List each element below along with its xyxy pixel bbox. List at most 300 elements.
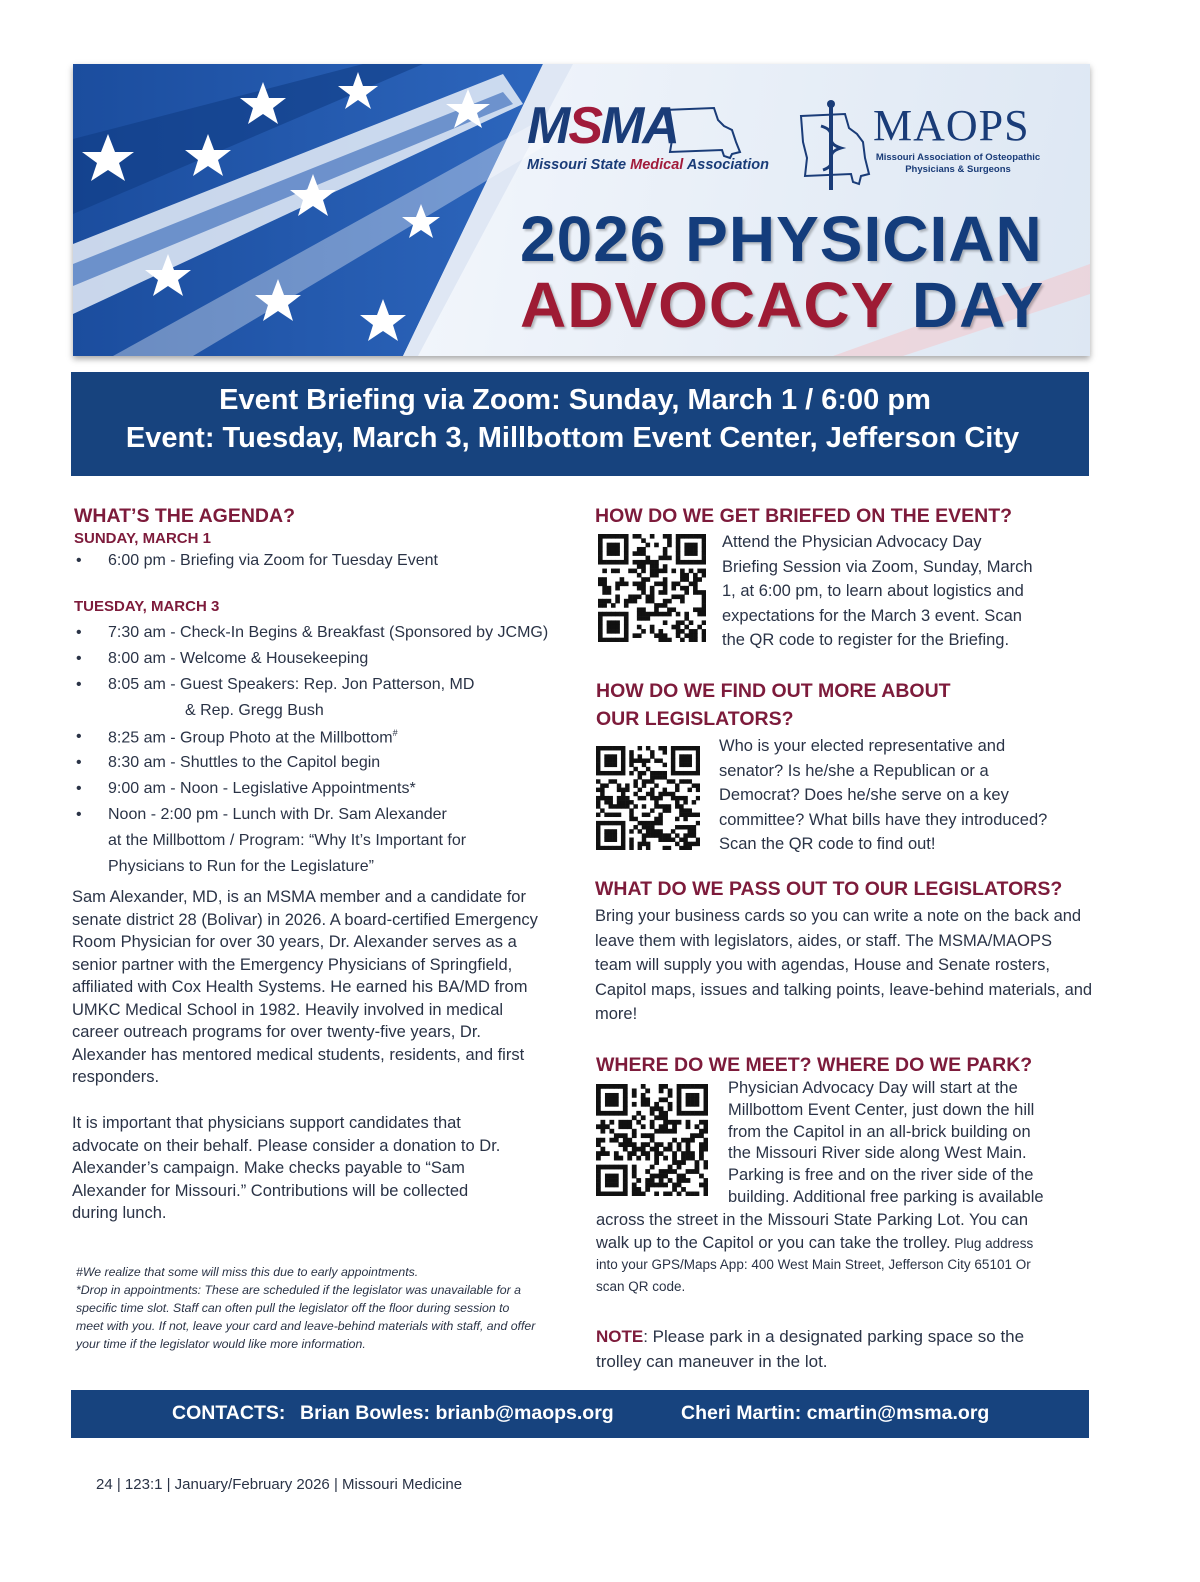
qr-module (623, 1097, 628, 1102)
qr-module (638, 788, 642, 792)
qr-module (646, 560, 651, 565)
qr-module (684, 586, 689, 591)
qr-module (641, 564, 646, 569)
qr-module (680, 569, 685, 574)
qr-module (646, 767, 650, 771)
qr-module (690, 1151, 695, 1156)
qr-module (667, 833, 671, 837)
qr-module (696, 750, 700, 754)
qr-module (609, 1129, 614, 1134)
qr-module (654, 1156, 659, 1161)
qr-module (704, 1111, 708, 1116)
briefing-line: Briefing Session via Zoom, Sunday, March (722, 557, 1033, 576)
qr-module (605, 1192, 610, 1196)
agenda-item-text: 6:00 pm - Briefing via Zoom for Tuesday Event (108, 552, 438, 569)
qr-module (641, 1093, 646, 1098)
qr-module (600, 792, 604, 796)
qr-module (704, 1093, 708, 1098)
qr-module (676, 534, 681, 539)
qr-module (663, 1169, 668, 1174)
qr-module (607, 599, 612, 604)
qr-module (642, 758, 646, 762)
qr-module (704, 1142, 708, 1147)
qr-module (604, 821, 608, 825)
qr-module (629, 763, 633, 767)
agenda-item-text: 9:00 am - Noon - Legislative Appointments* (108, 780, 416, 797)
agenda-item-text: 8:00 am - Welcome & Housekeeping (108, 650, 369, 667)
qr-module (696, 813, 700, 817)
qr-module (695, 1093, 700, 1098)
qr-module (690, 1111, 695, 1116)
qr-module (608, 758, 612, 762)
qr-module (621, 796, 625, 800)
qr-module (617, 846, 621, 850)
qr-module (605, 1178, 610, 1183)
qr-module (637, 551, 642, 556)
qr-module (702, 638, 706, 642)
qr-module (641, 577, 646, 582)
qr-module (663, 577, 668, 582)
qr-module (629, 771, 633, 775)
qr-module (623, 1187, 628, 1192)
qr-module (628, 569, 633, 574)
msma-sub-medical: Medical (630, 157, 684, 173)
agenda-item-text: Noon - 2:00 pm - Lunch with Dr. Sam Alexander (108, 806, 447, 823)
qr-module (642, 821, 646, 825)
qr-module (621, 750, 625, 754)
qr-module (671, 746, 675, 750)
qr-module (641, 590, 646, 595)
qr-module (623, 1120, 628, 1125)
qr-module (600, 1124, 605, 1129)
qr-module (654, 783, 658, 787)
qr-module (621, 754, 625, 758)
qr-module (632, 1174, 637, 1179)
qr-module (596, 1124, 601, 1129)
qr-module (654, 1183, 659, 1188)
bullet-icon: • (76, 728, 82, 745)
qr-module (642, 771, 646, 775)
qr-module (650, 599, 655, 604)
qr-module (645, 1142, 650, 1147)
qr-module (695, 1160, 700, 1165)
qr-module (699, 1174, 704, 1179)
qr-module (611, 612, 616, 617)
qr-module (650, 1178, 655, 1183)
note-label: NOTE (596, 1327, 644, 1346)
qr-module (638, 842, 642, 846)
qr-module (704, 1120, 708, 1125)
qr-module (600, 796, 604, 800)
qr-module (699, 1156, 704, 1161)
agenda-item-text: 8:05 am - Guest Speakers: Rep. Jon Patterson, MD (108, 676, 475, 693)
qr-module (677, 1160, 682, 1165)
qr-module (608, 746, 612, 750)
qr-module (690, 1133, 695, 1138)
qr-module (600, 771, 604, 775)
qr-module (621, 846, 625, 850)
qr-module (688, 842, 692, 846)
qr-module (677, 1084, 682, 1089)
qr-module (683, 779, 687, 783)
qr-module (641, 607, 646, 612)
qr-module (636, 1156, 641, 1161)
qr-module (618, 1142, 623, 1147)
qr-module (654, 800, 658, 804)
qr-module (672, 1129, 677, 1134)
qr-module (602, 590, 607, 595)
qr-module (641, 1133, 646, 1138)
qr-module (658, 838, 662, 842)
qr-module (605, 1093, 610, 1098)
qr-module (604, 846, 608, 850)
qr-module (654, 1147, 659, 1152)
qr-module (686, 1084, 691, 1089)
qr-module (613, 758, 617, 762)
qr-module (681, 1111, 686, 1116)
qr-module (663, 1097, 668, 1102)
qr-module (633, 792, 637, 796)
qr-module (617, 821, 621, 825)
page-footer: 24 | 123:1 | January/February 2026 | Missouri Medicine (96, 1476, 463, 1493)
qr-module (695, 1084, 700, 1089)
qr-module (702, 590, 706, 595)
qr-module (679, 808, 683, 812)
contacts-bar (71, 1390, 1089, 1438)
qr-module (671, 767, 675, 771)
qr-module (650, 625, 655, 630)
meet-line: Parking is free and on the river side of the (728, 1166, 1034, 1185)
qr-module (663, 633, 668, 638)
qr-module (683, 746, 687, 750)
qr-module (633, 582, 638, 587)
qr-module (641, 1151, 646, 1156)
qr-module (596, 796, 600, 800)
qr-module (672, 1120, 677, 1125)
qr-module (608, 846, 612, 850)
maops-sub-line1: Missouri Association of Osteopathic (875, 152, 1041, 163)
qr-module (618, 1156, 623, 1161)
qr-module (614, 1093, 619, 1098)
qr-module (650, 1174, 655, 1179)
qr-module (667, 543, 672, 548)
qr-module (596, 754, 600, 758)
qr-module (697, 590, 702, 595)
qr-module (654, 560, 659, 565)
qr-module (604, 758, 608, 762)
qr-module (663, 612, 668, 617)
qr-module (679, 804, 683, 808)
qr-module (676, 560, 681, 565)
qr-module (658, 590, 663, 595)
qr-module (607, 625, 612, 630)
tuesday-label: TUESDAY, MARCH 3 (74, 598, 220, 615)
qr-module (650, 825, 654, 829)
qr-module (702, 594, 706, 599)
qr-module (704, 1088, 708, 1093)
qr-module (704, 1097, 708, 1102)
qr-module (681, 1151, 686, 1156)
qr-module (602, 586, 607, 591)
agenda-item-continuation: at the Millbottom / Program: “Why It’s Important for (108, 832, 467, 849)
qr-module (696, 754, 700, 758)
qr-module (684, 612, 689, 617)
qr-module (645, 1133, 650, 1138)
qr-module (596, 804, 600, 808)
qr-module (598, 625, 603, 630)
bullet-icon: • (76, 624, 82, 641)
qr-module (617, 783, 621, 787)
qr-module (663, 775, 667, 779)
qr-module (624, 638, 629, 642)
contact-cheri-martin[interactable]: Cheri Martin: cmartin@msma.org (681, 1402, 990, 1424)
qr-module (680, 599, 685, 604)
qr-module (683, 808, 687, 812)
briefing-line: 1, at 6:00 pm, to learn about logistics and (722, 582, 1024, 600)
qr-module (696, 771, 700, 775)
qr-module (598, 599, 603, 604)
qr-module (663, 582, 668, 587)
qr-module (596, 1102, 601, 1107)
qr-module (677, 1097, 682, 1102)
qr-module (658, 817, 662, 821)
qr-module (621, 763, 625, 767)
qr-module (663, 1174, 668, 1179)
qr-module (654, 543, 659, 548)
qr-module (646, 846, 650, 850)
qr-module (704, 1160, 708, 1165)
qr-module (688, 825, 692, 829)
qr-module (684, 551, 689, 556)
qr-module (600, 1111, 605, 1116)
qr-module (680, 620, 685, 625)
qr-module (596, 763, 600, 767)
qr-module (613, 838, 617, 842)
qr-module (659, 1174, 664, 1179)
qr-module (677, 1142, 682, 1147)
qr-module (638, 771, 642, 775)
qr-module (600, 1147, 605, 1152)
qr-module (614, 1133, 619, 1138)
qr-module (684, 625, 689, 630)
qr-module (667, 638, 672, 642)
qr-module (686, 1093, 691, 1098)
pass-out-heading: WHAT DO WE PASS OUT TO OUR LEGISLATORS? (595, 878, 1063, 900)
qr-module (642, 763, 646, 767)
qr-module (654, 1106, 659, 1111)
qr-module (629, 813, 633, 817)
qr-module (641, 1147, 646, 1152)
qr-module (641, 1142, 646, 1147)
qr-module (704, 1178, 708, 1183)
qr-module (659, 1088, 664, 1093)
qr-module (615, 534, 620, 539)
qr-module (609, 1111, 614, 1116)
bullet-icon: • (76, 552, 82, 569)
qr-module (627, 1138, 632, 1143)
qr-module (623, 1093, 628, 1098)
note-text: : Please park in a designated parking space so the (643, 1327, 1025, 1346)
qr-module (663, 551, 668, 556)
qr-module (688, 754, 692, 758)
qr-module (699, 1120, 704, 1125)
briefing-qr-code-icon[interactable] (598, 534, 706, 642)
legislators-qr-code-icon[interactable] (596, 746, 700, 850)
qr-module (680, 629, 685, 634)
qr-module (683, 800, 687, 804)
parking-qr-code-icon[interactable] (596, 1084, 708, 1196)
qr-module (677, 1102, 682, 1107)
note-text-cont: trolley can maneuver in the lot. (596, 1351, 828, 1371)
qr-module (650, 573, 655, 578)
qr-module (663, 599, 668, 604)
agenda-item-text: 7:30 am - Check-In Begins & Breakfast (Sponsored by JCMG) (108, 624, 549, 641)
qr-module (677, 1120, 682, 1125)
qr-module (638, 829, 642, 833)
qr-module (699, 1147, 704, 1152)
qr-module (663, 1156, 668, 1161)
qr-module (654, 758, 658, 762)
qr-module (672, 1183, 677, 1188)
qr-module (702, 620, 706, 625)
qr-module (668, 1088, 673, 1093)
qr-module (663, 1124, 668, 1129)
qr-module (609, 1120, 614, 1125)
msma-logo-m: M (527, 97, 569, 155)
qr-module (654, 612, 659, 617)
qr-module (683, 838, 687, 842)
qr-module (615, 620, 620, 625)
qr-module (596, 1151, 601, 1156)
qr-module (596, 1138, 601, 1143)
qr-module (689, 582, 694, 587)
qr-module (620, 612, 625, 617)
qr-module (633, 534, 638, 539)
candidate-bio: Sam Alexander, MD, is an MSMA member and a candidate for senate district 28 (Bolivar) in 2026. A board-certified Emergency Room Physician for over 30 years, Dr. Alexander serves as a senior partner with the Emergency Physicians of Springfield, affiliated with Cox Health Systems. He earned his BA/MD from UMKC Medical School in 1982. Heavily involved in medical career outreach programs for over twenty-five years, Dr. Alexander has mentored medical students, residents, and first responders. (72, 888, 538, 1086)
qr-module (615, 612, 620, 617)
qr-module (611, 629, 616, 634)
qr-module (683, 817, 687, 821)
qr-module (632, 1187, 637, 1192)
qr-module (625, 804, 629, 808)
qr-module (632, 1102, 637, 1107)
qr-module (659, 1169, 664, 1174)
qr-module (668, 1093, 673, 1098)
footnote-drop-in: *Drop in appointments: These are scheduled if the legislator was unavailable for a specific time slot. Staff can often pull the legislator off the floor during session to meet with you. If not, leave your card and leave-behind materials with staff, and offer your time if the legislator would like more information. (76, 1283, 536, 1351)
qr-module (642, 833, 646, 837)
qr-module (608, 821, 612, 825)
qr-module (671, 594, 676, 599)
agenda-item-text: 8:25 am - Group Photo at the Millbottom (108, 729, 393, 747)
qr-module (596, 1111, 601, 1116)
qr-module (623, 1124, 628, 1129)
qr-module (667, 599, 672, 604)
qr-module (693, 560, 698, 565)
qr-module (607, 612, 612, 617)
qr-module (654, 1129, 659, 1134)
qr-module (624, 556, 629, 561)
qr-module (658, 758, 662, 762)
qr-module (623, 1106, 628, 1111)
qr-module (688, 808, 692, 812)
qr-module (629, 829, 633, 833)
legislators-line: Scan the QR code to find out! (719, 835, 936, 853)
qr-module (650, 779, 654, 783)
qr-module (641, 629, 646, 634)
legislators-text (719, 734, 1109, 857)
qr-module (633, 758, 637, 762)
qr-module (650, 833, 654, 837)
qr-module (629, 758, 633, 762)
qr-module (704, 1147, 708, 1152)
qr-module (611, 534, 616, 539)
qr-module (637, 573, 642, 578)
qr-module (624, 551, 629, 556)
qr-module (658, 638, 663, 642)
qr-module (646, 599, 651, 604)
briefing-line: Attend the Physician Advocacy Day (722, 533, 982, 551)
qr-module (604, 838, 608, 842)
qr-module (676, 629, 681, 634)
qr-module (668, 1192, 673, 1196)
qr-module (605, 1151, 610, 1156)
qr-module (641, 1084, 646, 1089)
qr-module (613, 771, 617, 775)
qr-module (695, 1124, 700, 1129)
qr-module (623, 1183, 628, 1188)
qr-module (680, 534, 685, 539)
qr-module (676, 556, 681, 561)
agenda-item-continuation: Physicians to Run for the Legislature” (108, 858, 374, 875)
qr-module (633, 594, 638, 599)
qr-module (684, 534, 689, 539)
qr-module (641, 551, 646, 556)
meet-trolley-text: walk up to the Capitol or you can take the trolley. (596, 1234, 951, 1252)
qr-module (632, 1165, 637, 1170)
qr-module (615, 586, 620, 591)
qr-module (688, 788, 692, 792)
qr-module (704, 1138, 708, 1143)
qr-module (658, 582, 663, 587)
qr-module (642, 779, 646, 783)
qr-module (604, 754, 608, 758)
meet-line: the Missouri River side along West Main. (728, 1144, 1027, 1163)
qr-module (658, 612, 663, 617)
qr-module (683, 825, 687, 829)
qr-module (689, 534, 694, 539)
qr-module (637, 560, 642, 565)
qr-module (608, 771, 612, 775)
qr-module (663, 603, 668, 608)
qr-module (596, 788, 600, 792)
qr-module (625, 796, 629, 800)
qr-module (699, 1183, 704, 1188)
contact-brian-bowles[interactable]: Brian Bowles: brianb@maops.org (300, 1402, 614, 1424)
qr-module (614, 1097, 619, 1102)
qr-module (602, 577, 607, 582)
qr-module (683, 754, 687, 758)
qr-module (696, 746, 700, 750)
qr-module (658, 629, 663, 634)
qr-module (641, 1097, 646, 1102)
qr-module (596, 842, 600, 846)
qr-module (609, 1093, 614, 1098)
qr-module (677, 1183, 682, 1188)
qr-module (641, 538, 646, 543)
qr-module (608, 833, 612, 837)
qr-module (623, 1102, 628, 1107)
qr-module (675, 783, 679, 787)
